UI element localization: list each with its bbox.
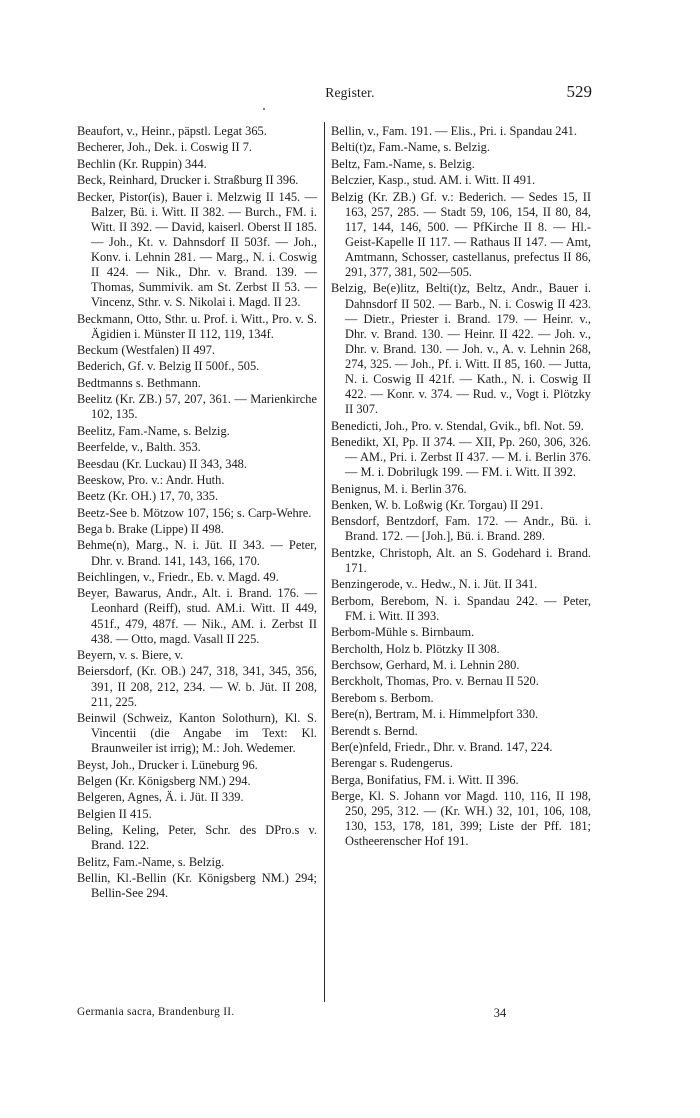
index-entry: Bechlin (Kr. Ruppin) 344. xyxy=(77,156,207,171)
left-column xyxy=(77,124,317,903)
index-entry: Bellin, Kl.-Bellin (Kr. Königsberg NM.) 294; Bellin-See 294. xyxy=(77,871,317,901)
index-entry: Bercholth, Holz b. Plötzky II 308. xyxy=(331,641,500,656)
index-entry: Berbom, Berebom, N. i. Spandau 242. — Peter, FM. i. Witt. II 393. xyxy=(331,593,591,623)
index-entry: Benken, W. b. Loßwig (Kr. Torgau) II 291. xyxy=(331,497,544,512)
index-entry: Beling, Keling, Peter, Schr. des DPro.s v. Brand. 122. xyxy=(77,823,317,853)
index-entry: Beyern, v. s. Biere, v. xyxy=(77,648,184,663)
index-entry: Benedicti, Joh., Pro. v. Stendal, Gvik., bfl. Not. 59. xyxy=(331,418,584,433)
index-entry: Berbom-Mühle s. Birnbaum. xyxy=(331,625,475,640)
index-entry: Bellin, v., Fam. 191. — Elis., Pri. i. Spandau 241. xyxy=(331,124,577,138)
page-header xyxy=(0,82,700,104)
index-entry: Beelitz (Kr. ZB.) 57, 207, 361. — Marienkirche 102, 135. xyxy=(77,392,317,422)
footer-signature: Germania sacra, Brandenburg II. xyxy=(77,1006,235,1018)
index-entry: Bederich, Gf. v. Belzig II 500f., 505. xyxy=(77,359,260,374)
index-entry: Belgeren, Agnes, Ä. i. Jüt. II 339. xyxy=(77,790,244,805)
index-entry: Beelitz, Fam.-Name, s. Belzig. xyxy=(77,423,230,438)
index-entry: Beckum (Westfalen) II 497. xyxy=(77,343,216,358)
index-entry: Bensdorf, Bentzdorf, Fam. 172. — Andr., Bü. i. Brand. 172. — [Joh.], Bü. i. Brand. 289. xyxy=(331,514,591,544)
index-entry: Benedikt, XI, Pp. II 374. — XII, Pp. 260, 306, 326. — AM., Pri. i. Zerbst II 437. — M. i. Berlin 376. — M. i. Dobrilugk 199. — FM. i. Witt. II 392. xyxy=(331,434,591,480)
index-entry: Beichlingen, v., Friedr., Eb. v. Magd. 49. xyxy=(77,569,279,584)
index-entry: Berge, Kl. S. Johann vor Magd. 110, 116, II 198, 250, 295, 312. — (Kr. WH.) 32, 101, 106, 108, 130, 153, 178, 181, 399; Liste der Pff. 181; Ostheerenscher Hof 191. xyxy=(331,789,591,849)
index-entry: Berckholt, Thomas, Pro. v. Bernau II 520. xyxy=(331,674,539,689)
index-entry: Berengar s. Rudengerus. xyxy=(331,756,453,771)
running-title: Register. xyxy=(325,85,375,100)
index-entry: Beesdau (Kr. Luckau) II 343, 348. xyxy=(77,456,247,471)
index-entry: Beinwil (Schweiz, Kanton Solothurn), Kl. S. Vincentii (die Angabe im Text: Kl. Braunweiler ist irrig); M.: Joh. Wedemer. xyxy=(77,711,317,756)
index-entry: Belti(t)z, Fam.-Name, s. Belzig. xyxy=(331,140,490,155)
index-entry: Bega b. Brake (Lippe) II 498. xyxy=(77,522,224,537)
index-entry: Berchsow, Gerhard, M. i. Lehnin 280. xyxy=(331,657,520,672)
index-entry: Benignus, M. i. Berlin 376. xyxy=(331,481,467,496)
index-entry: Behme(n), Marg., N. i. Jüt. II 343. — Peter, Dhr. v. Brand. 141, 143, 166, 170. xyxy=(77,538,317,568)
index-entry: Bentzke, Christoph, Alt. an S. Godehard i. Brand. 171. xyxy=(331,545,591,575)
index-entry: Beaufort, v., Heinr., päpstl. Legat 365. xyxy=(77,124,267,138)
index-entry: Berendt s. Bernd. xyxy=(331,723,418,738)
index-entry: Beyer, Bawarus, Andr., Alt. i. Brand. 176. — Leonhard (Reiff), stud. AM.i. Witt. II 449, 451f., 479, 487f. — Nik., AM. i. Zerbst II 438. — Otto, magd. Vasall II 225. xyxy=(77,586,317,646)
sheet-number: 34 xyxy=(493,1006,507,1020)
index-entry: Belczier, Kasp., stud. AM. i. Witt. II 491. xyxy=(331,173,536,188)
index-entry: Becherer, Joh., Dek. i. Coswig II 7. xyxy=(77,140,252,155)
index-entry: Beeskow, Pro. v.: Andr. Huth. xyxy=(77,472,225,487)
index-entry: Beyst, Joh., Drucker i. Lüneburg 96. xyxy=(77,757,258,772)
right-column xyxy=(331,124,591,851)
page-number: 529 xyxy=(566,82,592,101)
index-entry: Belgen (Kr. Königsberg NM.) 294. xyxy=(77,773,251,788)
index-entry: Berebom s. Berbom. xyxy=(331,690,434,705)
index-entry: Belgien II 415. xyxy=(77,806,152,821)
index-entry: Beetz-See b. Mötzow 107, 156; s. Carp-Wehre. xyxy=(77,505,312,520)
index-entry: Becker, Pistor(is), Bauer i. Melzwig II 145. — Balzer, Bü. i. Witt. II 382. — Burch., FM. i. Witt. II 392. — David, kaiserl. Oberst II 185. — Joh., Kt. v. Dahnsdorf II 503f. — Joh., Konv. i. Lehnin 281. — Marg., N. i. Coswig II 424. — Nik., Dhr. v. Brand. 139. — Thomas, Summivik. am St. Zerbst II 53. — Vincenz, Sthr. v. S. Nikolai i. Magd. II 23. xyxy=(77,189,317,310)
index-entry: Beckmann, Otto, Sthr. u. Prof. i. Witt., Pro. v. S. Ägidien i. Münster II 112, 119, 134f. xyxy=(77,311,317,341)
index-entry: Berga, Bonifatius, FM. i. Witt. II 396. xyxy=(331,772,519,787)
header-dot-mark xyxy=(263,108,265,110)
column-divider xyxy=(324,122,325,1002)
index-entry: Beck, Reinhard, Drucker i. Straßburg II 396. xyxy=(77,173,299,188)
index-entry: Belitz, Fam.-Name, s. Belzig. xyxy=(77,854,225,869)
index-entry: Benzingerode, v.. Hedw., N. i. Jüt. II 341. xyxy=(331,577,538,592)
index-entry: Beerfelde, v., Balth. 353. xyxy=(77,440,201,455)
index-entry: Bedtmanns s. Bethmann. xyxy=(77,375,201,390)
index-entry: Belzig (Kr. ZB.) Gf. v.: Bederich. — Sedes 15, II 163, 257, 285. — Stadt 59, 106, 154, II 80, 84, 117, 144, 146, 500. — PfKirche II 8. — Hl.-Geist-Kapelle II 117. — Rathaus II 147. — Amt, Amtmann, Schosser, castellanus, prefectus II 86, 291, 377, 381, 502—505. xyxy=(331,189,591,280)
index-entry: Beltz, Fam.-Name, s. Belzig. xyxy=(331,156,475,171)
index-entry: Belzig, Be(e)litz, Belti(t)z, Beltz, Andr., Bauer i. Dahnsdorf II 502. — Barb., N. i. Coswig II 423. — Dietr., Priester i. Brand. 179. — Heinr. v., Dhr. v. Brand. 130. — Heinr. II 422. — Joh. v., Dhr. v. Brand. 130. — Joh. v., A. v. Lehnin 268, 274, 325. — Joh., Pf. i. Witt. II 85, 160. — Jutta, N. i. Coswig II 421f. — Kath., N. i. Coswig II 422. — Konr. v. 374. — Rud. v., Vogt i. Plötzky II 307. xyxy=(331,281,591,417)
index-entry: Ber(e)nfeld, Friedr., Dhr. v. Brand. 147, 224. xyxy=(331,739,553,754)
index-entry: Beiersdorf, (Kr. OB.) 247, 318, 341, 345, 356, 391, II 208, 212, 234. — W. b. Jüt. II 208, 211, 225. xyxy=(77,664,317,709)
index-entry: Bere(n), Bertram, M. i. Himmelpfort 330. xyxy=(331,707,539,722)
index-entry: Beetz (Kr. OH.) 17, 70, 335. xyxy=(77,489,219,504)
